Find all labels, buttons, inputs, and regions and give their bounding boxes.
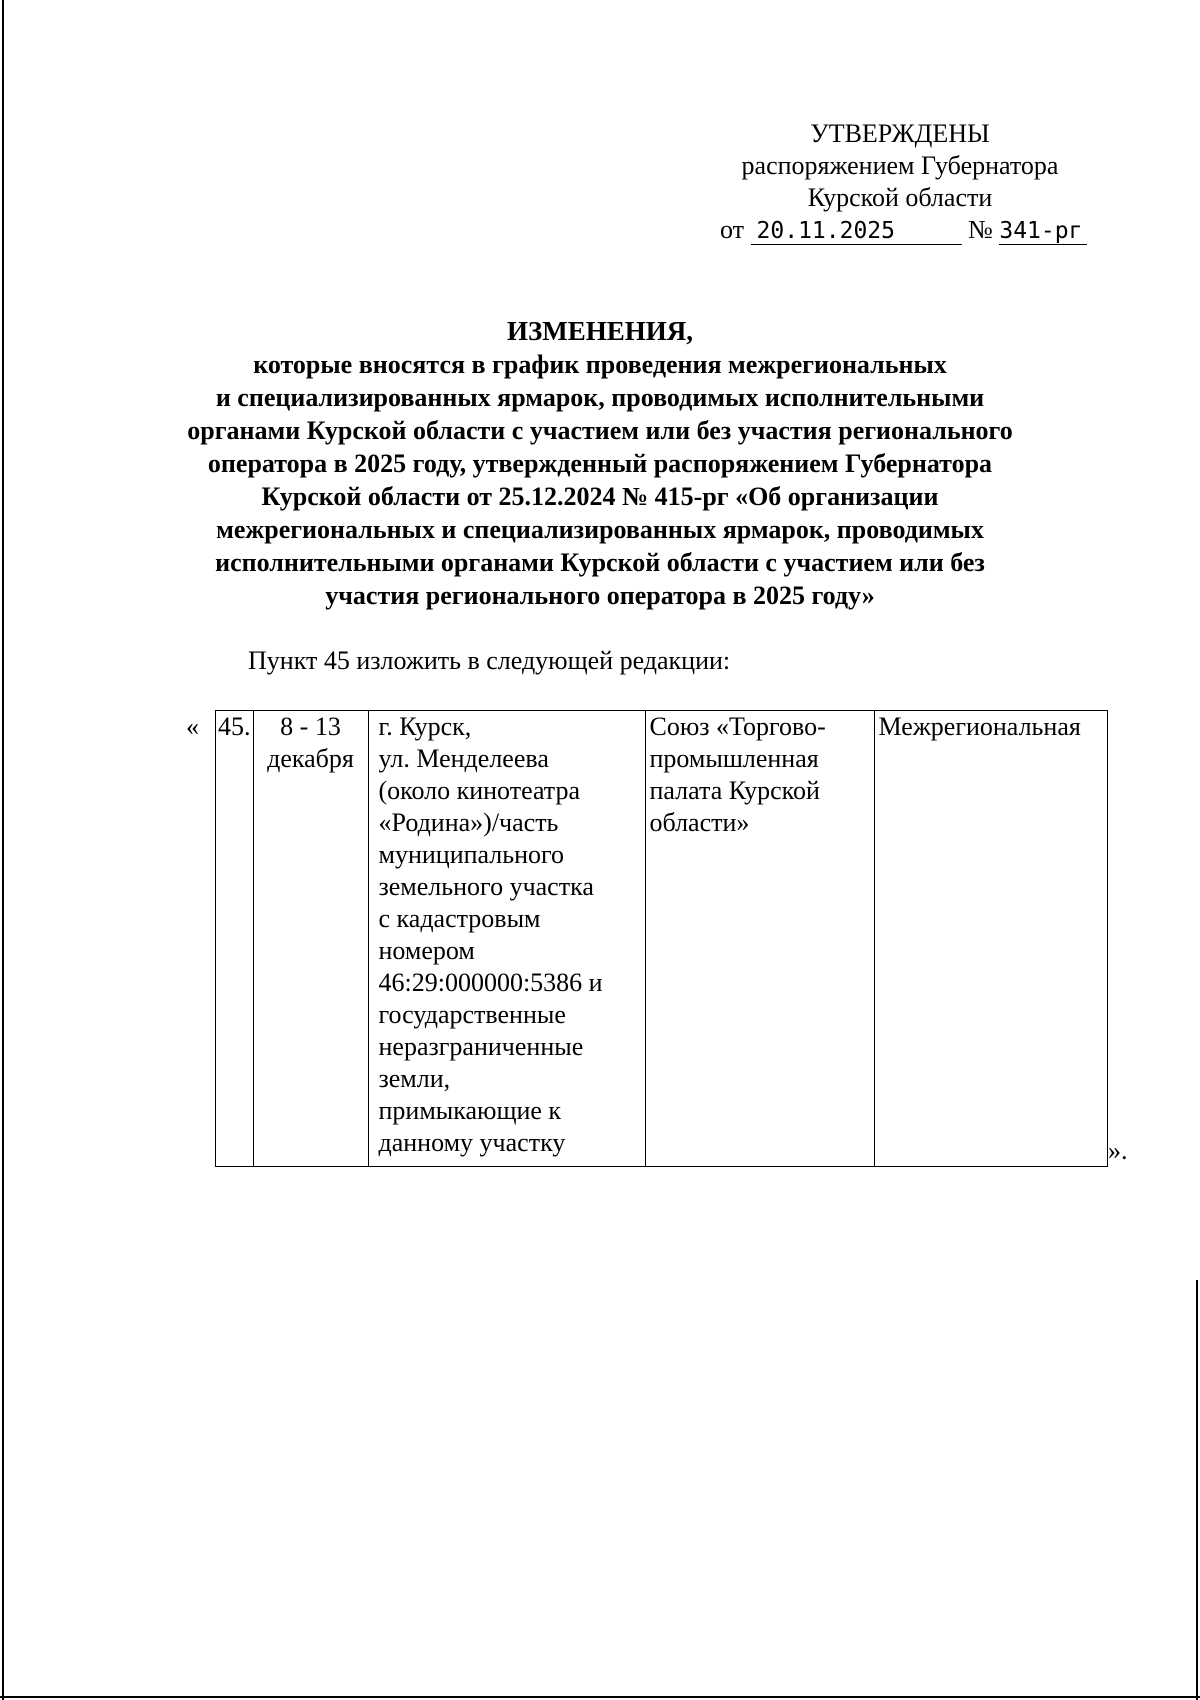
approval-line-region: Курской области — [807, 183, 993, 212]
number-prefix: № — [968, 215, 993, 244]
date-prefix: от — [720, 215, 745, 244]
place-line: муниципального — [378, 840, 565, 869]
scan-edge-left — [2, 0, 4, 1700]
approval-line-order: распоряжением Губернатора — [741, 151, 1059, 180]
title-line: Курской области от 25.12.2024 № 415-рг «Об организации — [261, 482, 939, 511]
document-title — [150, 315, 1050, 612]
approval-stamp — [700, 118, 1100, 246]
approval-date: 20.11.2025 — [751, 218, 962, 245]
approval-number: 341-рг — [999, 218, 1087, 245]
title-heading: ИЗМЕНЕНИЯ, — [506, 316, 693, 346]
place-line: с кадастровым — [378, 904, 541, 933]
date-range: 8 - 13 — [280, 712, 341, 741]
organizer-line: промышленная — [649, 744, 819, 773]
approval-line-approved: УТВЕРЖДЕНЫ — [810, 119, 990, 148]
place-line: неразграниченные — [378, 1032, 584, 1061]
place-line: «Родина»)/часть — [378, 808, 559, 837]
place-line: земли, — [378, 1064, 451, 1093]
table-row — [216, 711, 1108, 1167]
title-line: участия регионального оператора в 2025 году» — [325, 581, 875, 610]
fair-type: Межрегиональная — [878, 712, 1081, 741]
title-line: межрегиональных и специализированных ярмарок, проводимых — [216, 515, 984, 544]
place-line: примыкающие к — [378, 1096, 562, 1125]
fair-table — [215, 710, 1108, 1167]
place-line: государственные — [378, 1000, 566, 1029]
cell-organizer — [645, 711, 874, 1167]
quote-close: ». — [1108, 1136, 1128, 1165]
scan-edge-right — [1196, 1280, 1198, 1700]
scan-edge-bottom — [0, 1696, 1200, 1698]
organizer-line: палата Курской — [649, 776, 820, 805]
cell-fair-type — [874, 711, 1107, 1167]
cell-dates — [253, 711, 368, 1167]
place-line: номером — [378, 936, 475, 965]
place-line: (около кинотеатра — [378, 776, 581, 805]
title-line: оператора в 2025 году, утвержденный распоряжением Губернатора — [207, 449, 993, 478]
row-number: 45. — [218, 712, 251, 741]
instruction-text: Пункт 45 изложить в следующей редакции: — [248, 646, 731, 675]
place-line: 46:29:000000:5386 и — [378, 968, 603, 997]
approval-date-number-row — [700, 214, 1100, 246]
cell-place — [368, 711, 645, 1167]
title-line: исполнительными органами Курской области с участием или без — [215, 548, 985, 577]
title-line: которые вносятся в график проведения межрегиональных — [253, 350, 947, 379]
title-line: и специализированных ярмарок, проводимых исполнительными — [215, 383, 985, 412]
place-line: ул. Менделеева — [378, 744, 549, 773]
date-month: декабря — [267, 744, 354, 773]
quote-open: « — [186, 712, 199, 741]
place-line: г. Курск, — [378, 712, 472, 741]
organizer-line: области» — [649, 808, 750, 837]
title-line: органами Курской области с участием или без участия регионального — [187, 416, 1013, 445]
place-line: данному участку — [378, 1128, 566, 1157]
cell-number — [216, 711, 254, 1167]
organizer-line: Союз «Торгово- — [649, 712, 826, 741]
place-line: земельного участка — [378, 872, 594, 901]
